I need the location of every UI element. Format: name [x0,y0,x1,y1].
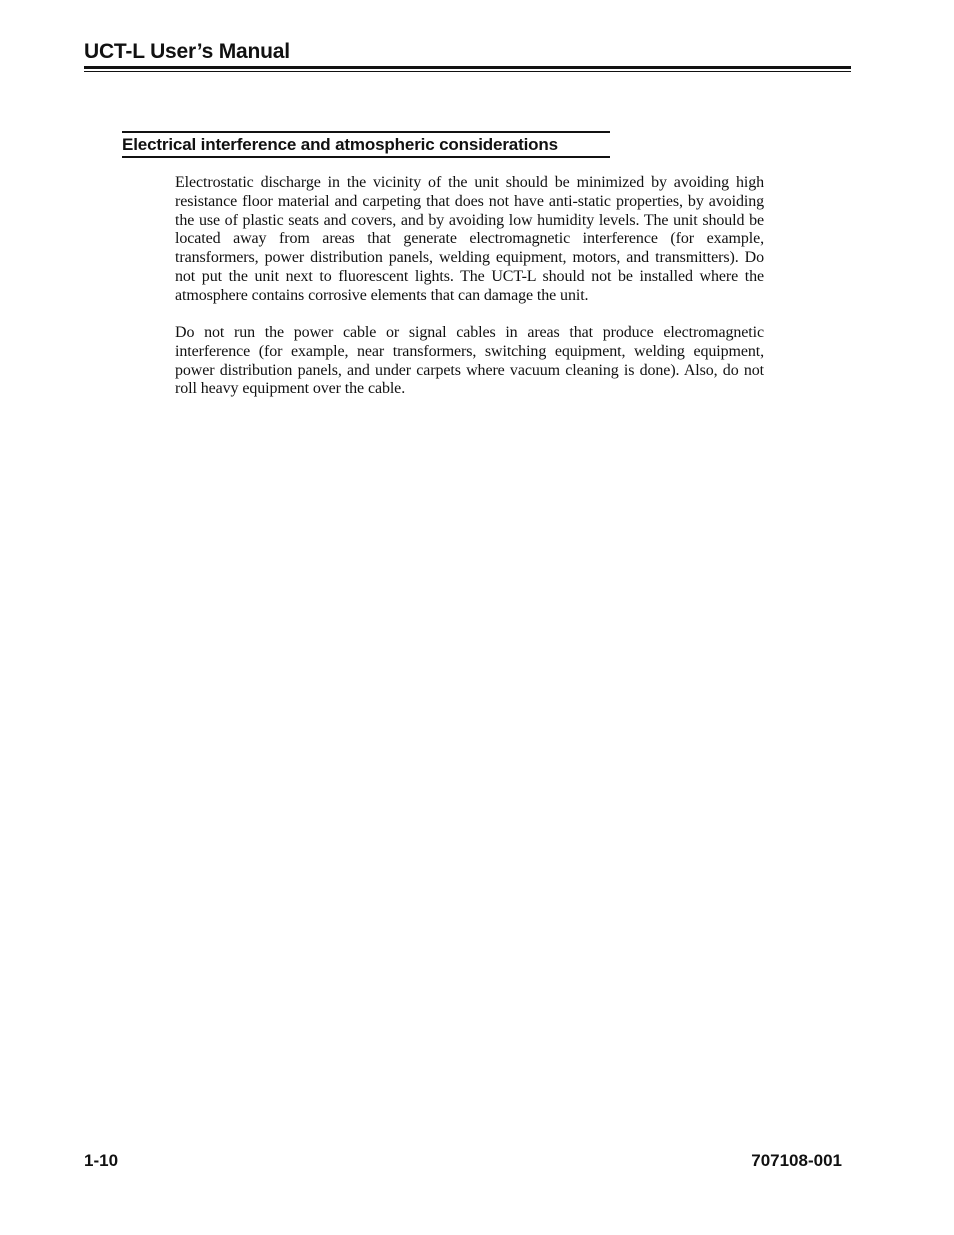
section-rule-bottom [122,156,610,158]
header-rule-thick [84,66,851,69]
section-rule-top [122,131,610,133]
manual-title: UCT-L User’s Manual [84,40,290,63]
section-heading: Electrical interference and atmospheric considerations [122,135,558,154]
document-number: 707108-001 [751,1151,842,1170]
body-paragraph-cabling: Do not run the power cable or signal cables in areas that produce electromagnetic interference (for example, near transformers, switching equipment, welding equipment, power distribution panels, and under carpets where vacuum cleaning is done). Also, do not roll heavy equipment over the cable. [175,324,764,398]
page-number: 1-10 [84,1151,119,1170]
body-paragraph-electrostatic: Electrostatic discharge in the vicinity of the unit should be minimized by avoiding high resistance floor material and carpeting that does not have anti-static properties, by avoiding the use of plastic seats and covers, and by avoiding low humidity levels. The unit should be located away from areas that generate electromagnetic interference (for example, transformers, power distribution panels, welding equipment, motors, and transmitters). Do not put the unit next to fluorescent lights. The UCT-L should not be installed where the atmosphere contains corrosive elements that can damage the unit. [175,174,764,304]
header-rule-thin [84,71,851,72]
